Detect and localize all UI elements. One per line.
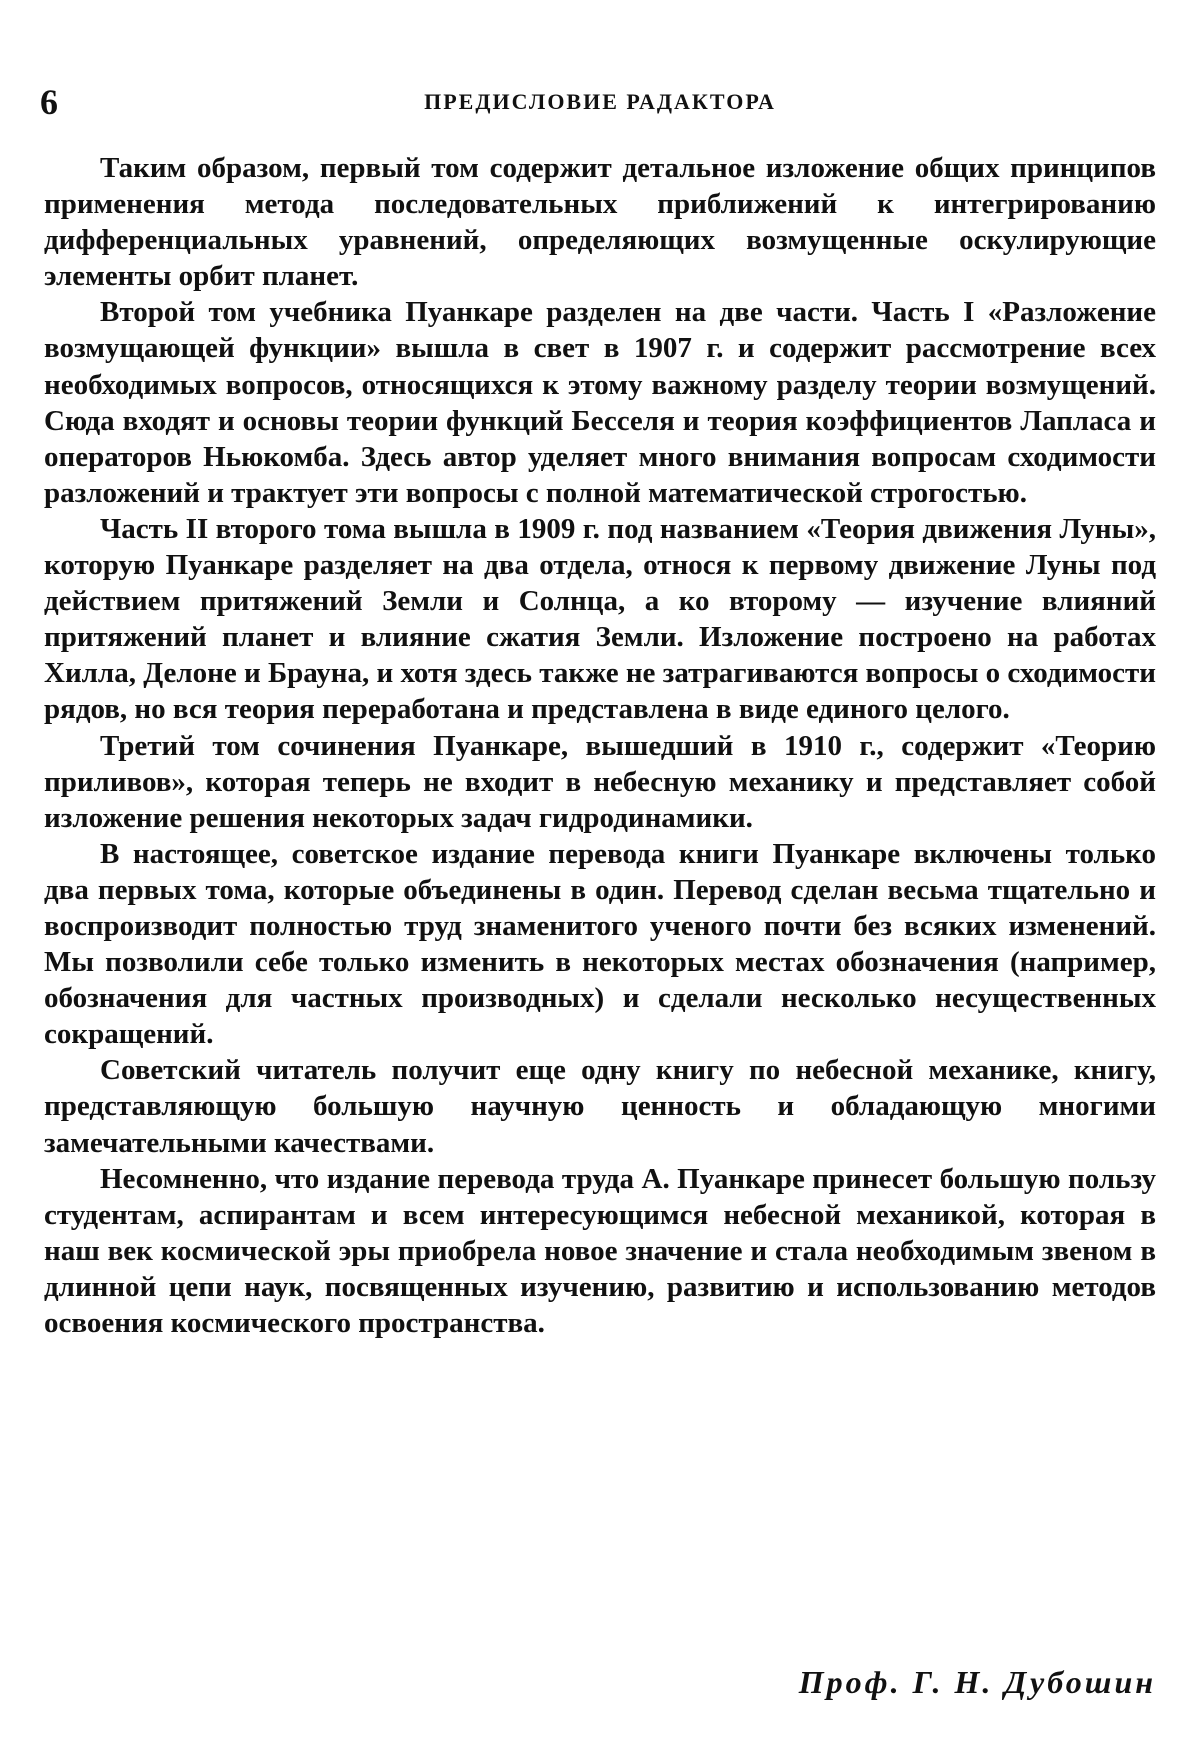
paragraph-4: Третий том сочинения Пуанкаре, вышедший в 1910 г., содержит «Теорию приливов», которая теперь не входит в небесную механику и представляет собой изложение решения некоторых задач гидродинамики. (44, 729, 1156, 834)
paragraph-7: Несомненно, что издание перевода труда А. Пуанкаре принесет большую пользу студентам, аспирантам и всем интересующимся небесной механикой, которая в наш век космической эры приобрела новое значение и стала необходимым звеном в длинной цепи наук, посвященных изучению, развитию и использованию методов освоения космического пространства. (44, 1162, 1156, 1339)
page-number: 6 (40, 82, 58, 122)
paragraph-1: Таким образом, первый том содержит детальное изложение общих принципов применения метода последовательных приближений к интегрированию дифференциальных уравнений, определяющих возмущенные оскулирующие элементы орбит планет. (44, 152, 1156, 293)
paragraph-5: В настоящее, советское издание перевода книги Пуанкаре включены только два первых тома, которые объединены в один. Перевод сделан весьма тщательно и воспроизводит полностью труд знаменитого ученого почти без всяких изменений. Мы позволили себе только изменить в некоторых местах обозначения (например, обозначения для частных производных) и сделали несколько несущественных сокращений. (44, 837, 1156, 1051)
body-text (44, 150, 1156, 1341)
paragraph-6: Советский читатель получит еще одну книгу по небесной механике, книгу, представляющую большую научную ценность и обладающую многими замечательными качествами. (44, 1054, 1156, 1159)
running-title: ПРЕДИСЛОВИЕ РАДАКТОРА (424, 89, 776, 114)
author-signature: Проф. Г. Н. Дубошин (798, 1664, 1156, 1700)
paragraph-2: Второй том учебника Пуанкаре разделен на две части. Часть I «Разложение возмущающей функции» вышла в свет в 1907 г. и содержит рассмотрение всех необходимых вопросов, относящихся к этому важному разделу теории возмущений. Сюда входят и основы теории функций Бесселя и теория коэффициентов Лапласа и операторов Ньюкомба. Здесь автор уделяет много внимания вопросам сходимости разложений и трактует эти вопросы с полной математической строгостью. (44, 296, 1156, 509)
running-head (40, 82, 1160, 122)
paragraph-3: Часть II второго тома вышла в 1909 г. под названием «Теория движения Луны», которую Пуанкаре разделяет на два отдела, относя к первому движение Луны под действием притяжений Земли и Солнца, а ко второму — изучение влияний притяжений планет и влияние сжатия Земли. Изложение построено на работах Хилла, Делоне и Брауна, и хотя здесь также не затрагиваются вопросы о сходимости рядов, но вся теория переработана и представлена в виде единого целого. (44, 512, 1156, 726)
